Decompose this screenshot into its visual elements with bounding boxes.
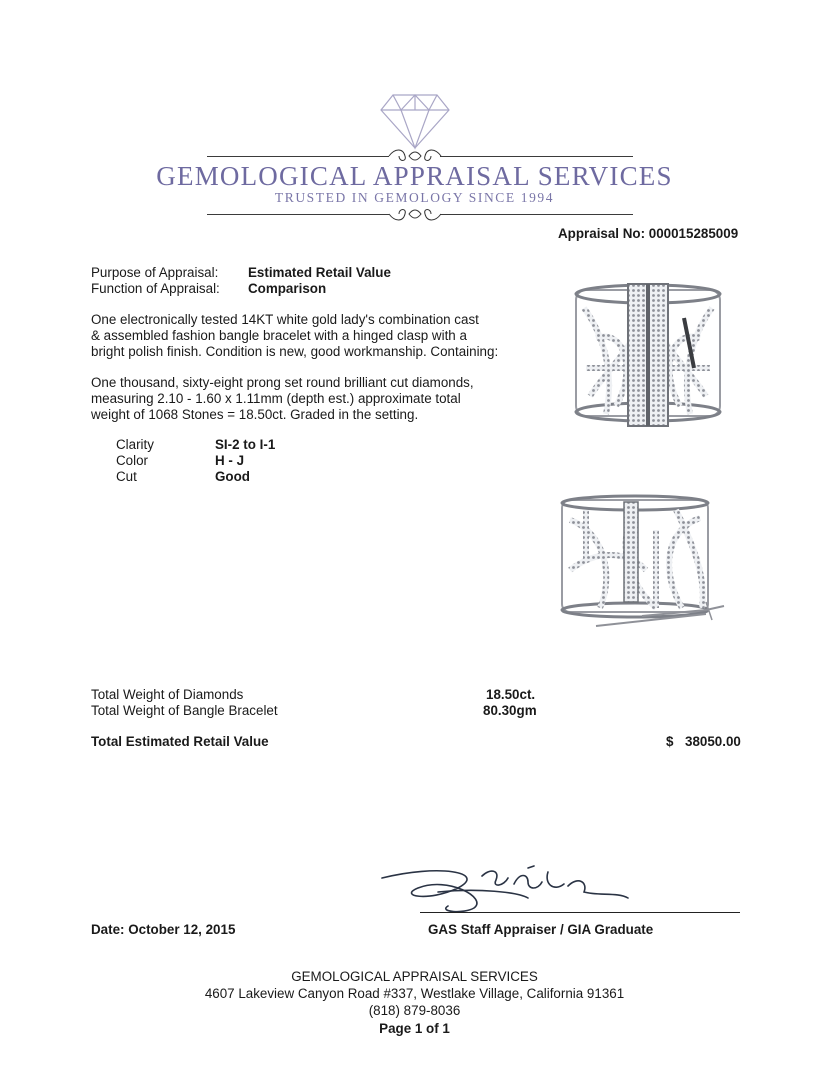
function-label: Function of Appraisal: (91, 281, 220, 296)
diamond-line: One thousand, sixty-eight prong set round brilliant cut diamonds, (91, 375, 474, 390)
total-bracelet-label: Total Weight of Bangle Bracelet (91, 703, 278, 718)
brand-tagline: TRUSTED IN GEMOLOGY SINCE 1994 (274, 190, 555, 205)
description-line: One electronically tested 14KT white gold lady's combination cast (91, 312, 479, 327)
page-number: Page 1 of 1 (379, 1021, 450, 1036)
header-rule-top-right (440, 156, 633, 157)
grade-clarity-label: Clarity (116, 437, 154, 452)
retail-value-label: Total Estimated Retail Value (91, 734, 269, 749)
total-diamonds-value: 18.50ct. (486, 687, 536, 702)
header-rule-bottom-right (440, 214, 633, 215)
function-value: Comparison (248, 281, 327, 296)
grade-color-value: H - J (215, 453, 245, 468)
retail-value-currency: $ (666, 734, 674, 749)
bangle-bracelet-photo (566, 278, 730, 428)
total-bracelet-value: 80.30gm (483, 703, 537, 718)
header-rule-top-left (207, 156, 389, 157)
purpose-label: Purpose of Appraisal: (91, 265, 219, 280)
diamond-icon (379, 92, 451, 150)
footer-address: 4607 Lakeview Canyon Road #337, Westlake Village, California 91361 (204, 986, 625, 1001)
diamond-line: weight of 1068 Stones = 18.50ct. Graded in the setting. (91, 407, 419, 422)
diamond-line: measuring 2.10 - 1.60 x 1.11mm (depth est.) approximate total (91, 391, 461, 406)
total-diamonds-label: Total Weight of Diamonds (91, 687, 244, 702)
footer-phone: (818) 879-8036 (368, 1003, 461, 1018)
appraiser-title: GAS Staff Appraiser / GIA Graduate (428, 922, 654, 937)
signature-line (420, 912, 740, 913)
signature-image (378, 862, 668, 918)
grade-cut-label: Cut (116, 469, 137, 484)
grade-color-label: Color (116, 453, 148, 468)
description-line: & assembled fashion bangle bracelet with a hinged clasp with a (91, 328, 467, 343)
header-rule-bottom-left (207, 214, 389, 215)
grade-clarity-value: SI-2 to I-1 (215, 437, 276, 452)
appraisal-number: Appraisal No: 000015285009 (558, 226, 739, 241)
retail-value-amount: 38050.00 (685, 734, 741, 749)
bangle-bracelet-photo (556, 490, 726, 635)
appraisal-date: Date: October 12, 2015 (91, 922, 236, 937)
scroll-ornament-icon (385, 204, 445, 224)
diamond-description (91, 375, 474, 423)
brand-title: GEMOLOGICAL APPRAISAL SERVICES (156, 161, 673, 191)
description-line: bright polish finish. Condition is new, good workmanship. Containing: (91, 344, 499, 359)
grade-cut-value: Good (215, 469, 250, 484)
footer-company: GEMOLOGICAL APPRAISAL SERVICES (291, 969, 538, 984)
item-description (91, 312, 498, 360)
purpose-value: Estimated Retail Value (248, 265, 391, 280)
